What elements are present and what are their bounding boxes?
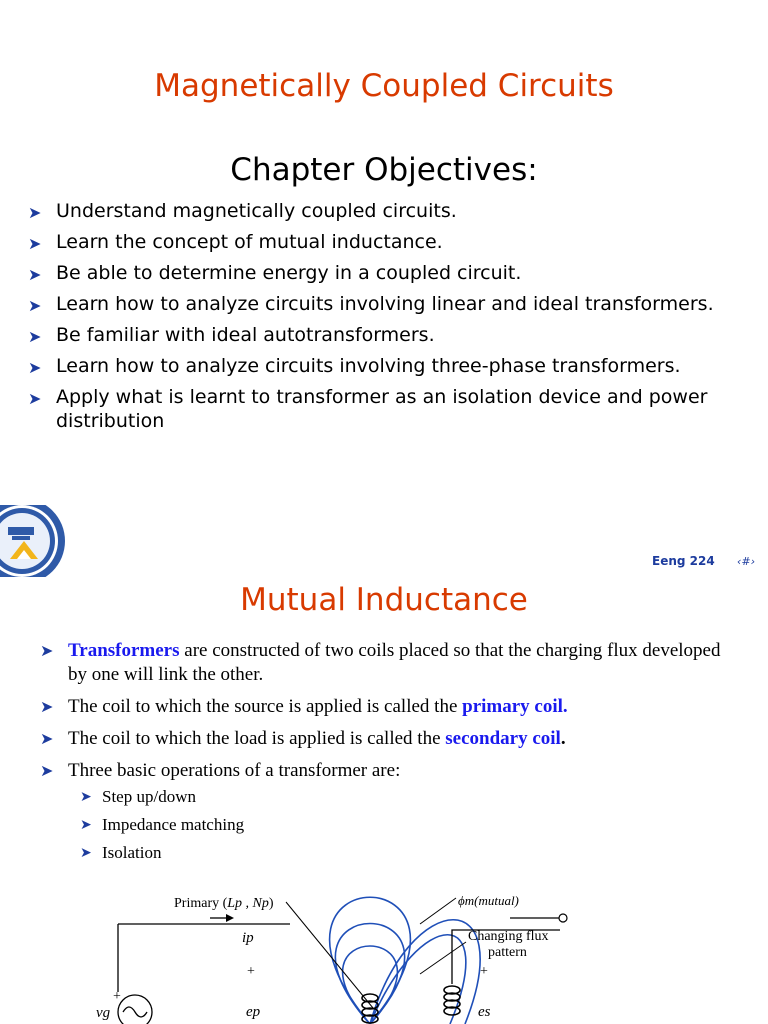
ac-source-icon [118, 995, 152, 1024]
arrow-bullet-icon: ➤ [40, 699, 54, 716]
mutual-flux-label: ϕm(mutual) [458, 893, 519, 908]
footer-course-label: Eeng 224 [652, 554, 715, 568]
highlight-text: primary coil. [462, 696, 568, 717]
arrow-bullet-icon: ➤ [80, 846, 92, 861]
list-item: ➤ Learn how to analyze circuits involving three-phase transformers. [28, 354, 758, 378]
arrow-bullet-icon: ➤ [28, 265, 42, 284]
arrow-bullet-icon: ➤ [28, 358, 42, 377]
footer-page-number: ‹#› [737, 555, 756, 568]
list-item: ➤ Learn the concept of mutual inductance. [28, 230, 758, 254]
operations-sublist [80, 786, 244, 870]
arrow-bullet-icon: ➤ [80, 818, 92, 833]
list-item: ➤ Step up/down [80, 786, 244, 808]
arrow-bullet-icon: ➤ [40, 731, 54, 748]
list-item: ➤ Apply what is learnt to transformer as an isolation device and power distribution [28, 386, 708, 432]
transformer-diagram [90, 880, 690, 1024]
arrow-bullet-icon: ➤ [28, 327, 42, 346]
arrow-bullet-icon: ➤ [40, 763, 54, 780]
slide1-subtitle: Chapter Objectives: [230, 152, 538, 188]
vg-label: vg [96, 1005, 111, 1021]
changing-flux-label-line2: pattern [488, 945, 527, 960]
arrow-bullet-icon: ➤ [40, 643, 54, 660]
slide2-title: Mutual Inductance [240, 582, 528, 618]
flux-lines [330, 897, 481, 1024]
list-item: ➤ Isolation [80, 842, 244, 864]
primary-label: Primary (Lp , Np) [174, 896, 274, 911]
list-item: ➤ Understand magnetically coupled circuits. [28, 199, 758, 223]
source-plus-sign: + [113, 989, 121, 1004]
list-item: ➤ Impedance matching [80, 814, 244, 836]
secondary-terminal-icon [559, 914, 567, 922]
objectives-list [28, 199, 758, 440]
secondary-coil-icon [444, 986, 460, 1015]
arrow-bullet-icon: ➤ [28, 389, 42, 408]
arrow-bullet-icon: ➤ [28, 234, 42, 253]
list-item: ➤ Learn how to analyze circuits involving linear and ideal transformers. [28, 292, 758, 316]
list-item: ➤ Three basic operations of a transformer are: [40, 759, 740, 783]
changing-flux-pointer-line [420, 942, 466, 974]
list-item: ➤ The coil to which the source is applied is called the primary coil. [40, 695, 740, 719]
ep-label: ep [246, 1004, 261, 1020]
list-item: ➤ Transformers are constructed of two coils placed so that the charging flux developed by one will link the other. [40, 640, 721, 685]
sine-wave-icon [123, 1007, 147, 1017]
secondary-plus-sign: + [480, 964, 488, 979]
changing-flux-label-line1: Changing flux [468, 929, 549, 944]
highlight-text: Transformers [68, 640, 180, 661]
university-logo [0, 505, 68, 577]
es-label: es [478, 1004, 491, 1020]
ip-label: ip [242, 930, 254, 946]
slide1-title: Magnetically Coupled Circuits [154, 68, 614, 104]
list-item: ➤ Be familiar with ideal autotransformers. [28, 323, 758, 347]
arrow-bullet-icon: ➤ [28, 296, 42, 315]
arrow-bullet-icon: ➤ [80, 790, 92, 805]
mutual-inductance-list [40, 639, 740, 791]
list-item: ➤ The coil to which the load is applied is called the secondary coil. [40, 727, 740, 751]
list-item: ➤ Be able to determine energy in a coupled circuit. [28, 261, 758, 285]
primary-plus-sign: + [247, 964, 255, 979]
arrow-bullet-icon: ➤ [28, 203, 42, 222]
highlight-text: secondary coil [445, 728, 561, 749]
primary-pointer-line [286, 902, 373, 1008]
current-arrowhead-icon [226, 914, 234, 922]
